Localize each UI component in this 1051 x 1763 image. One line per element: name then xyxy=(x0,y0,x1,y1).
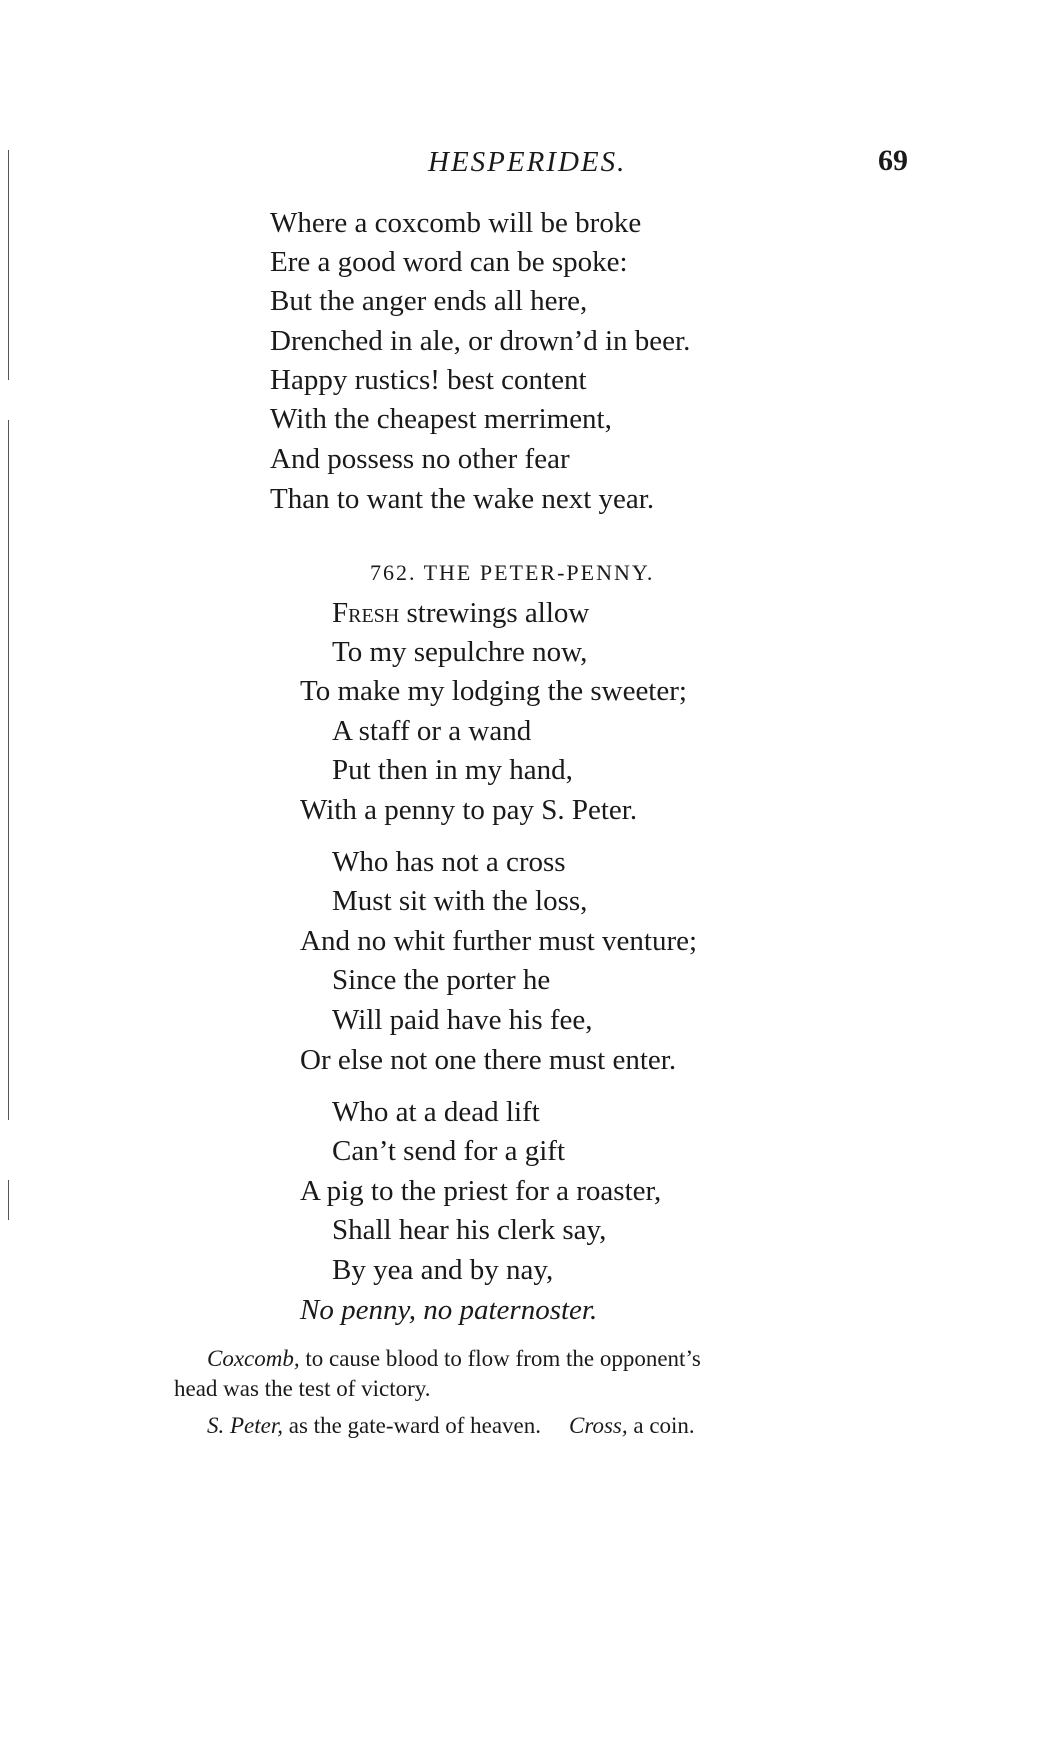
verse-line: Can’t send for a gift xyxy=(332,1135,566,1167)
verse-line: Where a coxcomb will be broke xyxy=(270,207,642,239)
verse-line: Since the porter he xyxy=(332,964,551,996)
verse-line: To make my lodging the sweeter; xyxy=(300,675,687,707)
verse-line: Ere a good word can be spoke: xyxy=(270,246,628,278)
verse-line: Who has not a cross xyxy=(332,846,566,878)
poem-number: 762. xyxy=(370,560,417,585)
verse-line: With the cheapest merriment, xyxy=(270,403,612,435)
verse-line: Shall hear his clerk say, xyxy=(332,1214,607,1246)
footnote-term: Cross, xyxy=(569,1413,628,1438)
verse-line: Put then in my hand, xyxy=(332,754,573,786)
verse-line: But the anger ends all here, xyxy=(270,285,588,317)
verse-line: A pig to the priest for a roaster, xyxy=(300,1175,662,1207)
poem-heading xyxy=(370,560,654,586)
verse-line-first xyxy=(332,599,589,628)
footnote-continuation: head was the test of victory. xyxy=(174,1376,431,1401)
verse-line: To my sepulchre now, xyxy=(332,636,588,668)
scan-edge-mark xyxy=(8,420,9,1120)
poem-title: THE PETER-PENNY. xyxy=(423,560,655,585)
verse-line: Must sit with the loss, xyxy=(332,885,588,917)
verse-line: Drenched in ale, or drown’d in beer. xyxy=(270,325,691,357)
verse-line: And possess no other fear xyxy=(270,443,570,475)
verse-line: Happy rustics! best content xyxy=(270,364,587,396)
running-head-title: HESPERIDES. xyxy=(428,146,627,178)
verse-line-final: No penny, no paternoster. xyxy=(300,1294,598,1326)
running-head xyxy=(0,146,1051,186)
first-word: Fresh xyxy=(332,597,400,629)
verse-line: And no whit further must venture; xyxy=(300,925,698,957)
verse-line: Who at a dead lift xyxy=(332,1096,540,1128)
verse-line: Will paid have his fee, xyxy=(332,1004,593,1036)
footnote-coxcomb xyxy=(207,1347,701,1370)
scan-edge-mark xyxy=(8,1180,9,1220)
footnote-term: Coxcomb, xyxy=(207,1346,300,1371)
page-number: 69 xyxy=(878,144,908,177)
first-line-rest: strewings allow xyxy=(399,597,590,629)
footnote-text: a coin. xyxy=(627,1413,695,1438)
verse-line: With a penny to pay S. Peter. xyxy=(300,794,638,826)
verse-line: Or else not one there must enter. xyxy=(300,1044,677,1076)
footnote-text: as the gate-ward of heaven. xyxy=(283,1413,542,1438)
verse-line: A staff or a wand xyxy=(332,715,532,747)
footnote-term: S. Peter, xyxy=(207,1413,284,1438)
verse-line: By yea and by nay, xyxy=(332,1254,554,1286)
footnote-text: to cause blood to flow from the opponent’s xyxy=(299,1346,701,1371)
verse-line: Than to want the wake next year. xyxy=(270,483,655,515)
footnote-peter-cross xyxy=(207,1414,695,1437)
